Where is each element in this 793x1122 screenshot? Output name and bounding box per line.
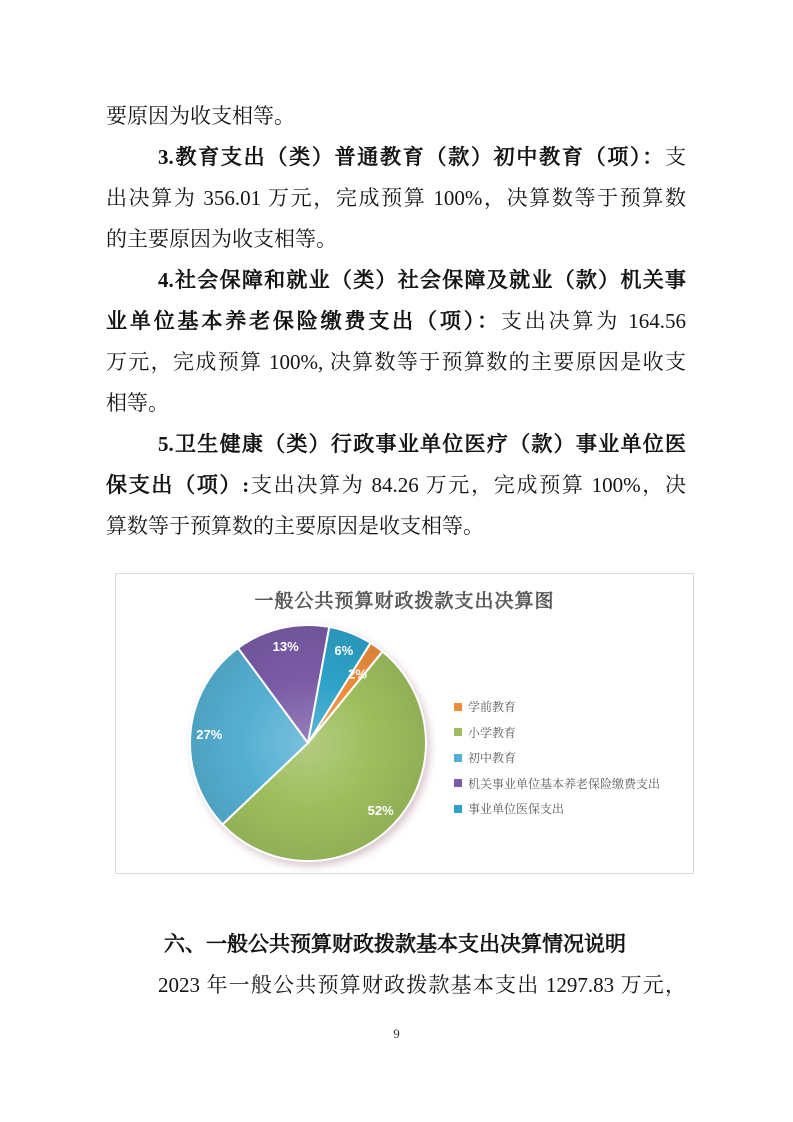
body-text-bold-run: 保支出（项）: (106, 473, 250, 497)
legend-label: 小学教育 (468, 725, 517, 740)
section-block (106, 924, 686, 1006)
legend-swatch (454, 703, 462, 711)
body-line (106, 219, 686, 260)
legend-item (454, 771, 660, 797)
body-text-run: 相等。 (106, 391, 169, 415)
body-line (106, 342, 686, 383)
pie-data-label: 27% (196, 726, 223, 742)
legend-swatch (454, 728, 462, 736)
body-text-bold-run: 3.教育支出（类）普通教育（款）初中教育（项）： (158, 145, 665, 169)
body-text-run: 支出决算为 164.56 (500, 309, 687, 333)
legend-label: 机关事业单位基本养老保险缴费支出 (468, 776, 661, 791)
body-text-run: 要原因为收支相等。 (106, 104, 295, 128)
legend-label: 学前教育 (468, 700, 517, 715)
legend-swatch (454, 779, 462, 787)
body-text-run: 的主要原因为收支相等。 (106, 227, 337, 251)
legend-item (454, 796, 660, 822)
legend-label: 事业单位医保支出 (468, 802, 565, 817)
chart-frame (115, 573, 694, 874)
chart-legend (454, 694, 660, 822)
body-text-bold-run: 5.卫生健康（类）行政事业单位医疗（款）事业单位医 (158, 432, 686, 456)
body-line (106, 506, 686, 547)
body-line (106, 96, 686, 137)
body-text-run: 出决算为 356.01 万元，完成预算 100%，决算数等于预算数 (106, 186, 686, 210)
body-line (106, 424, 686, 465)
legend-swatch (454, 754, 462, 762)
body-line (106, 383, 686, 424)
pie-data-label: 13% (272, 638, 299, 654)
chart-title: 一般公共预算财政拨款支出决算图 (254, 591, 555, 612)
section-heading: 六、一般公共预算财政拨款基本支出决算情况说明 (164, 933, 626, 956)
body-line (106, 465, 686, 506)
legend-item (454, 720, 660, 746)
body-text-bold-run: 4.社会保障和就业（类）社会保障及就业（款）机关事 (158, 268, 686, 292)
page-number: 9 (393, 1026, 400, 1041)
body-line (106, 260, 686, 301)
body-text (106, 96, 686, 547)
body-line (106, 137, 686, 178)
body-text-run: 算数等于预算数的主要原因是收支相等。 (106, 514, 484, 538)
legend-label: 初中教育 (468, 751, 517, 766)
pie-data-label: 52% (367, 802, 394, 818)
body-line (106, 178, 686, 219)
pie-data-label: 6% (334, 643, 354, 659)
body-line (106, 301, 686, 342)
section-first-line: 2023 年一般公共预算财政拨款基本支出 1297.83 万元， (158, 973, 686, 997)
pie-data-label: 2% (348, 666, 367, 682)
legend-item (454, 745, 660, 771)
legend-swatch (454, 805, 462, 813)
legend-item (454, 694, 660, 720)
body-text-bold-run: 业单位基本养老保险缴费支出（项）： (106, 309, 501, 333)
body-text-run: 支出决算为 84.26 万元，完成预算 100%，决 (249, 473, 686, 497)
body-text-run: 支 (665, 145, 686, 169)
body-text-run: 万元，完成预算 100%, 决算数等于预算数的主要原因是收支 (106, 350, 686, 374)
